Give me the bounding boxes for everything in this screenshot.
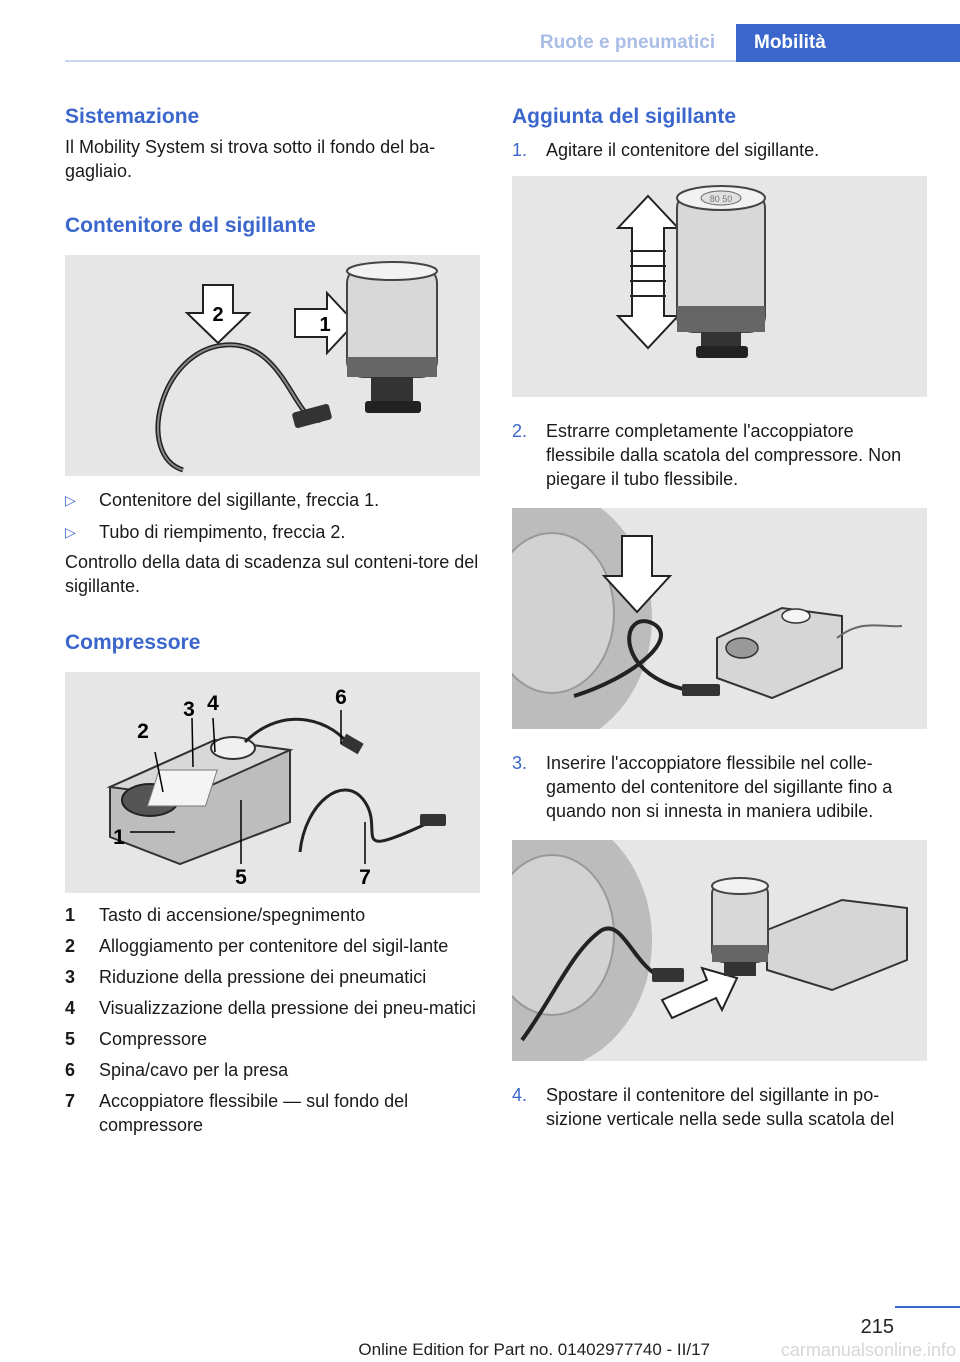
step-text: Inserire l'accoppiatore flessibile nel colle-gamento del contenitore del sigillante fino a quando non si innesta in maniera udibile.: [546, 753, 893, 821]
extract-coupling-illustration: [512, 508, 927, 729]
sealant-container-illustration: [65, 255, 480, 476]
heading-compressore: Compressore: [65, 631, 201, 654]
watermark: carmanualsonline.info: [780, 1340, 956, 1360]
bullet-item: [65, 520, 480, 544]
legend-text: Alloggiamento per contenitore del sigil-lante: [99, 936, 449, 956]
can-gauge-label: 80 50: [709, 194, 733, 204]
bullet-text: Tubo di riempimento, freccia 2.: [99, 522, 346, 542]
controllo-text: Controllo della data di scadenza sul conteni-tore del sigillante.: [65, 552, 479, 596]
left-column: [65, 100, 480, 1137]
legend-list: [65, 903, 480, 1137]
heading-aggiunta: Aggiunta del sigillante: [512, 105, 737, 128]
bullet-text: Contenitore del sigillante, freccia 1.: [99, 490, 380, 510]
heading-contenitore: Contenitore del sigillante: [65, 214, 316, 237]
shake-container-illustration: [512, 176, 927, 397]
triangle-bullet-icon: ▷: [65, 492, 76, 508]
right-column: [512, 100, 927, 1131]
fig2-label-6: 6: [335, 686, 347, 709]
step-text: Agitare il contenitore del sigillante.: [546, 140, 820, 160]
fig2-label-4: 4: [207, 692, 219, 715]
step-text: Estrarre completamente l'accoppiatore flessibile dalla scatola del compressore. Non piegare il tubo flessibile.: [546, 421, 902, 489]
step-item: [512, 1083, 927, 1131]
footer-rule: [895, 1306, 960, 1308]
step-number: 1.: [512, 140, 528, 160]
step-item: [512, 751, 927, 823]
legend-number: 1: [65, 905, 76, 925]
fig2-label-1: 1: [113, 826, 125, 849]
connect-coupling-illustration: [512, 840, 927, 1061]
figure-extract-coupling: [512, 508, 927, 729]
legend-number: 4: [65, 998, 76, 1018]
step-text: Spostare il contenitore del sigillante in po-sizione verticale nella sede sulla scatola del: [546, 1085, 895, 1129]
legend-item: [65, 965, 480, 989]
page-number: 215: [860, 1316, 894, 1338]
legend-item: [65, 1027, 480, 1051]
legend-item: [65, 934, 480, 958]
legend-text: Riduzione della pressione dei pneumatici: [99, 967, 427, 987]
legend-number: 5: [65, 1029, 76, 1049]
figure-sealant-container: [65, 255, 480, 476]
legend-text: Compressore: [99, 1029, 208, 1049]
compressor-illustration: [65, 672, 480, 893]
step-item: [512, 419, 927, 491]
figure-shake-container: [512, 176, 927, 397]
fig2-label-7: 7: [359, 866, 371, 889]
figure-compressor: [65, 672, 480, 893]
legend-text: Visualizzazione della pressione dei pneu-matici: [99, 998, 476, 1018]
legend-number: 2: [65, 936, 76, 956]
edition-note: Online Edition for Part no. 01402977740 - II/17: [358, 1340, 710, 1359]
legend-item: [65, 996, 480, 1020]
step-number: 3.: [512, 753, 528, 773]
header-chapter-tab[interactable]: Mobilità: [736, 24, 960, 62]
fig2-label-2: 2: [137, 720, 149, 743]
step-item: [512, 138, 927, 162]
sistemazione-text: Il Mobility System si trova sotto il fondo del ba-gagliaio.: [65, 137, 436, 181]
legend-number: 3: [65, 967, 76, 987]
legend-item: [65, 1058, 480, 1082]
fig1-label-2: 2: [212, 304, 224, 326]
legend-number: 6: [65, 1060, 76, 1080]
step-number: 4.: [512, 1085, 528, 1105]
step-number: 2.: [512, 421, 528, 441]
fig2-label-3: 3: [183, 698, 195, 721]
legend-text: Spina/cavo per la presa: [99, 1060, 289, 1080]
triangle-bullet-icon: ▷: [65, 524, 76, 540]
bullet-item: [65, 488, 480, 512]
legend-text: Accoppiatore flessibile — sul fondo del compressore: [99, 1091, 409, 1135]
figure-connect-coupling: [512, 840, 927, 1061]
legend-item: [65, 1089, 480, 1137]
legend-item: [65, 903, 480, 927]
fig2-label-5: 5: [235, 866, 247, 889]
legend-number: 7: [65, 1091, 76, 1111]
legend-text: Tasto di accensione/spegnimento: [99, 905, 366, 925]
heading-sistemazione: Sistemazione: [65, 105, 200, 128]
fig1-label-1: 1: [319, 314, 331, 336]
header-section-tab[interactable]: Ruote e pneumatici: [539, 32, 716, 53]
